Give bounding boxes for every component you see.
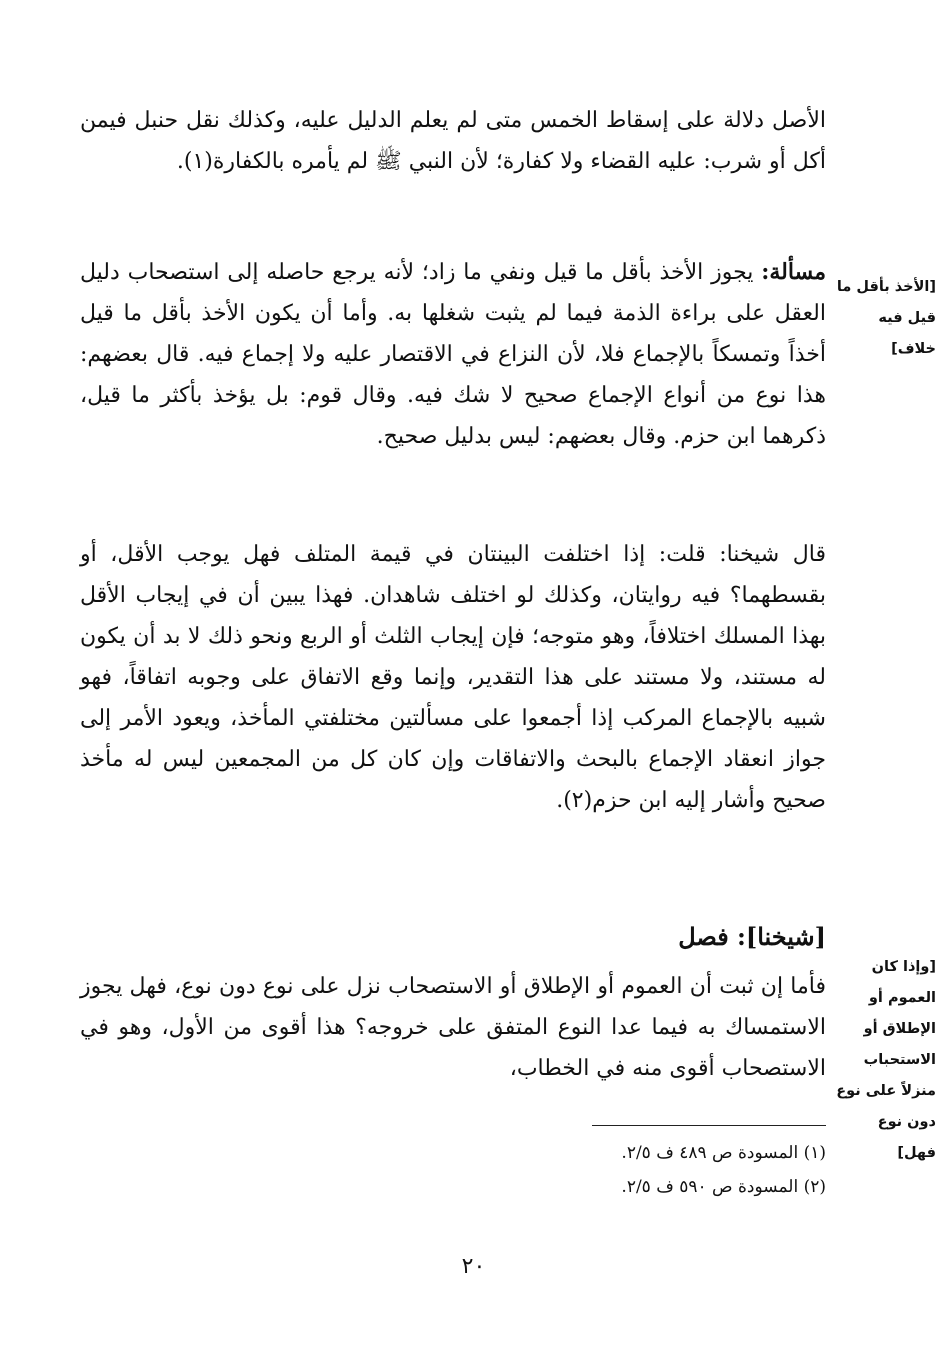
footnote-2: (٢) المسودة ص ٥٩٠ ف ٢/٥. bbox=[621, 1177, 826, 1197]
paragraph-1 bbox=[80, 100, 826, 182]
paragraph-2 bbox=[80, 252, 826, 457]
footnote-1: (١) المسودة ص ٤٨٩ ف ٢/٥. bbox=[621, 1143, 826, 1163]
paragraph-2-body bbox=[80, 252, 826, 457]
paragraph-4 bbox=[80, 966, 826, 1089]
paragraph-3-text: قال شيخنا: قلت: إذا اختلفت البينتان في قيمة المتلف فهل يوجب الأقل، أو بقسطهما؟ فيه روايتان، وكذلك لو اختلف شاهدان. فهذا يبين أن في إيجاب الأقل بهذا المسلك اختلافاً، وهو متوجه؛ فإن إيجاب الثلث أو الربع ونحو ذلك لا بد أن يكون له مستند، ولا مستند على هذا التقدير، وإنما وقع الاتفاق على وجوبه اتفاقاً، فهو شبيه بالإجماع المركب إذا أجمعوا على مسألتين مختلفتي المأخذ، ويعود الأمر إلى جواز انعقاد الإجماع بالبحث والاتفاقات وإن كان كل من المجمعين ليس له مأخذ صحيح وأشار إليه ابن حزم(٢). bbox=[80, 542, 826, 813]
footnote-separator bbox=[592, 1125, 826, 1126]
footnotes bbox=[80, 1136, 826, 1204]
issue-label: مسألة: bbox=[761, 259, 826, 285]
paragraph-2-text: يجوز الأخذ بأقل ما قيل ونفي ما زاد؛ لأنه يرجع حاصله إلى استصحاب دليل العقل على براءة الذمة فيما لم يثبت شغلها به. وأما أن يكون الأخذ بأقل ما قيل أخذاً وتمسكاً بالإجماع فلا، لأن النزاع في الاقتصار عليه ولا إجماع فيه. قال بعضهم: هذا نوع من أنواع الإجماع صحيح لا شك فيه. وقال قوم: بل يؤخذ بأكثر ما قيل، ذكرهما ابن حزم. وقال بعضهم: ليس بدليل صحيح. bbox=[80, 260, 826, 449]
margin-note-1: [الأخذ بأقل ما قيل فيه خلاف] bbox=[836, 279, 936, 357]
page-number: ٢٠ bbox=[461, 1254, 486, 1279]
paragraph-4-text: فأما إن ثبت أن العموم أو الإطلاق أو الاستصحاب نزل على نوع دون نوع، فهل يجوز الاستمساك به فيما عدا النوع المتفق على خروجه؟ هذا أقوى من الأول، وهو في الاستصحاب أقوى منه في الخطاب، bbox=[80, 974, 826, 1081]
paragraph-1-text: الأصل دلالة على إسقاط الخمس متى لم يعلم الدليل عليه، وكذلك نقل حنبل فيمن أكل أو شرب: عليه القضاء ولا كفارة؛ لأن النبي ﷺ لم يأمره بالكفارة(١). bbox=[80, 108, 826, 174]
section-heading: [شيخنا]: فصل bbox=[678, 922, 826, 951]
paragraph-3 bbox=[80, 534, 826, 821]
margin-note-2: [وإذا كان العموم أو الإطلاق أو الاستحباب منزلاً على نوع دون نوع فهل] bbox=[836, 959, 936, 1161]
